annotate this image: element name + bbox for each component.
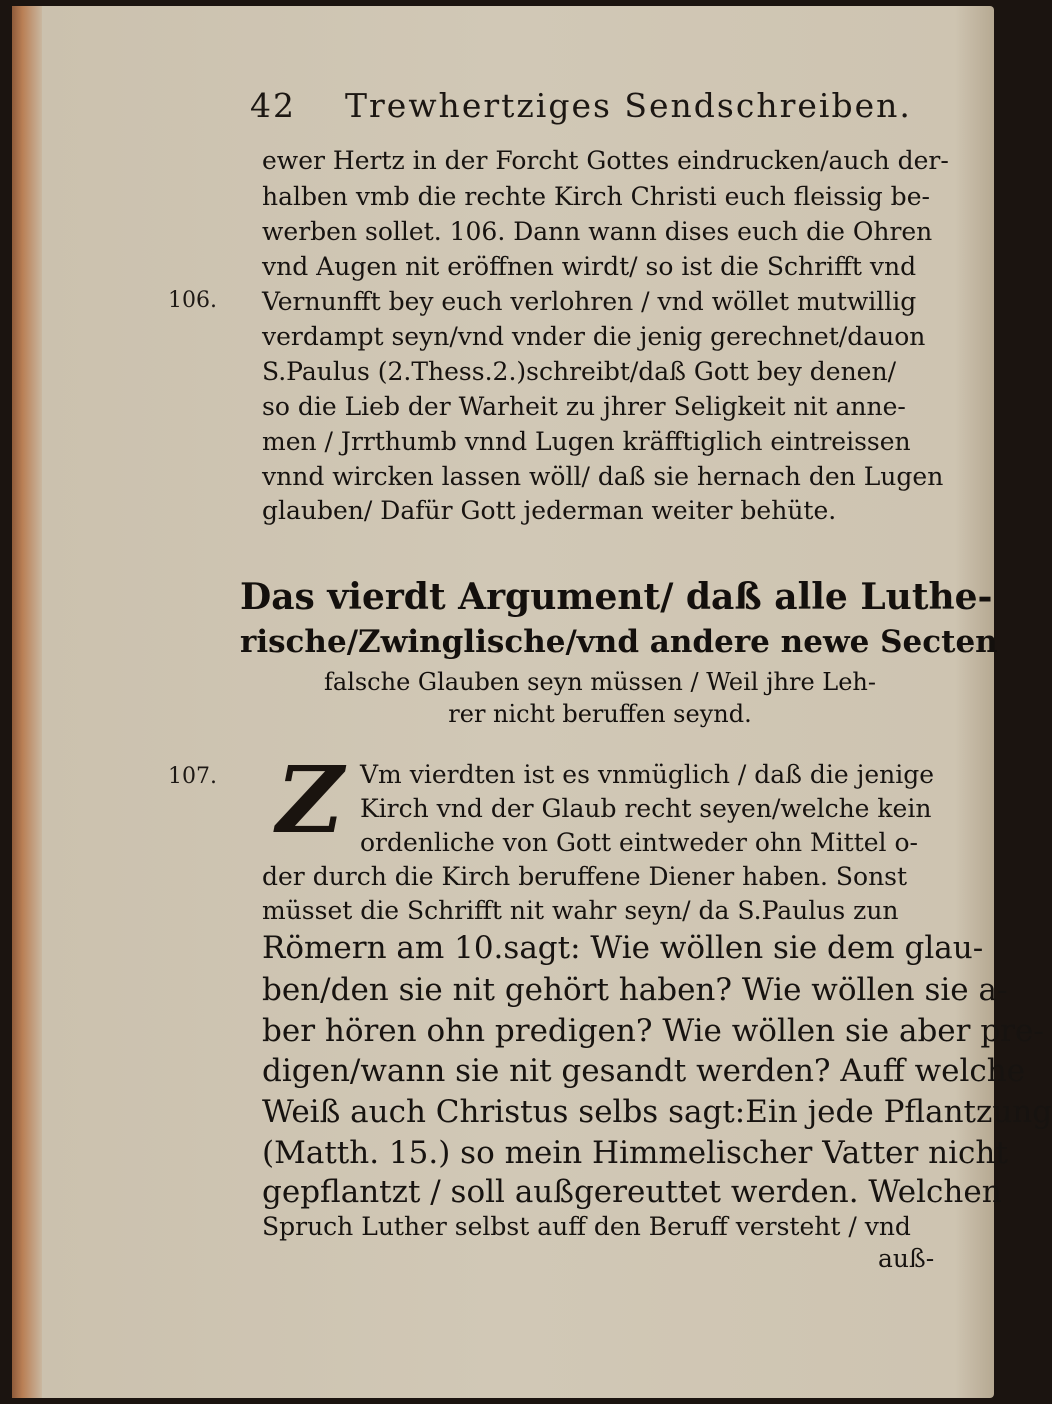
text-line: Kirch vnd der Glaub recht seyen/welche kein bbox=[360, 794, 932, 823]
section-heading-line: falsche Glauben seyn müssen / Weil jhre Leh- bbox=[324, 668, 876, 696]
text-line: S.Paulus (2.Thess.2.)schreibt/daß Gott bey denen/ bbox=[262, 357, 896, 386]
text-line: verdampt seyn/vnd vnder die jenig gerechnet/dauon bbox=[262, 322, 926, 351]
margin-number: 107. bbox=[168, 764, 217, 789]
text-line: ber hören ohn predigen? Wie wöllen sie aber pre- bbox=[262, 1013, 1044, 1049]
page-number: 42 bbox=[250, 86, 296, 125]
text-line: so die Lieb der Warheit zu jhrer Seligkeit nit anne- bbox=[262, 392, 906, 421]
section-heading-line: Das vierdt Argument/ daß alle Luthe- bbox=[240, 576, 993, 618]
text-line: vnd Augen nit eröffnen wirdt/ so ist die Schrifft vnd bbox=[262, 252, 917, 281]
text-line: der durch die Kirch beruffene Diener haben. Sonst bbox=[262, 862, 908, 891]
text-line: Römern am 10.sagt: Wie wöllen sie dem glau- bbox=[262, 930, 984, 966]
text-line: ordenliche von Gott eintweder ohn Mittel o- bbox=[360, 828, 918, 857]
text-line: müsset die Schrifft nit wahr seyn/ da S.Paulus zun bbox=[262, 896, 899, 925]
margin-number: 106. bbox=[168, 288, 217, 313]
text-line: men / Jrrthumb vnnd Lugen kräfftiglich eintreissen bbox=[262, 427, 911, 456]
text-line: Spruch Luther selbst auff den Beruff versteht / vnd bbox=[262, 1212, 911, 1241]
text-line: werben sollet. 106. Dann wann dises euch die Ohren bbox=[262, 217, 933, 246]
decorated-initial: Z bbox=[276, 746, 344, 854]
text-line: ben/den sie nit gehört haben? Wie wöllen sie a- bbox=[262, 972, 1008, 1008]
text-line: gepflantzt / soll außgereuttet werden. Welchen bbox=[262, 1174, 1002, 1210]
text-line: vnnd wircken lassen wöll/ daß sie hernach den Lugen bbox=[262, 462, 944, 491]
text-line: digen/wann sie nit gesandt werden? Auff welche bbox=[262, 1053, 1026, 1089]
section-heading-line: rische/Zwinglische/vnd andere newe Secten bbox=[240, 624, 998, 660]
running-header bbox=[250, 86, 912, 136]
section-heading-line: rer nicht beruffen seynd. bbox=[448, 700, 752, 728]
text-line: (Matth. 15.) so mein Himmelischer Vatter nicht bbox=[262, 1135, 1008, 1171]
book-gutter bbox=[12, 6, 42, 1398]
text-line: ewer Hertz in der Forcht Gottes eindrucken/auch der- bbox=[262, 146, 949, 175]
running-title: Trewhertziges Sendschreiben. bbox=[345, 86, 912, 125]
catchword: auß- bbox=[878, 1244, 935, 1273]
text-line: Vernunfft bey euch verlohren / vnd wöllet mutwillig bbox=[262, 287, 917, 316]
text-line: halben vmb die rechte Kirch Christi euch fleissig be- bbox=[262, 182, 930, 211]
text-line: Weiß auch Christus selbs sagt:Ein jede Pflantzung bbox=[262, 1094, 1052, 1130]
text-line: glauben/ Dafür Gott jederman weiter behüte. bbox=[262, 496, 837, 525]
text-line: Vm vierdten ist es vnmüglich / daß die jenige bbox=[360, 760, 935, 789]
